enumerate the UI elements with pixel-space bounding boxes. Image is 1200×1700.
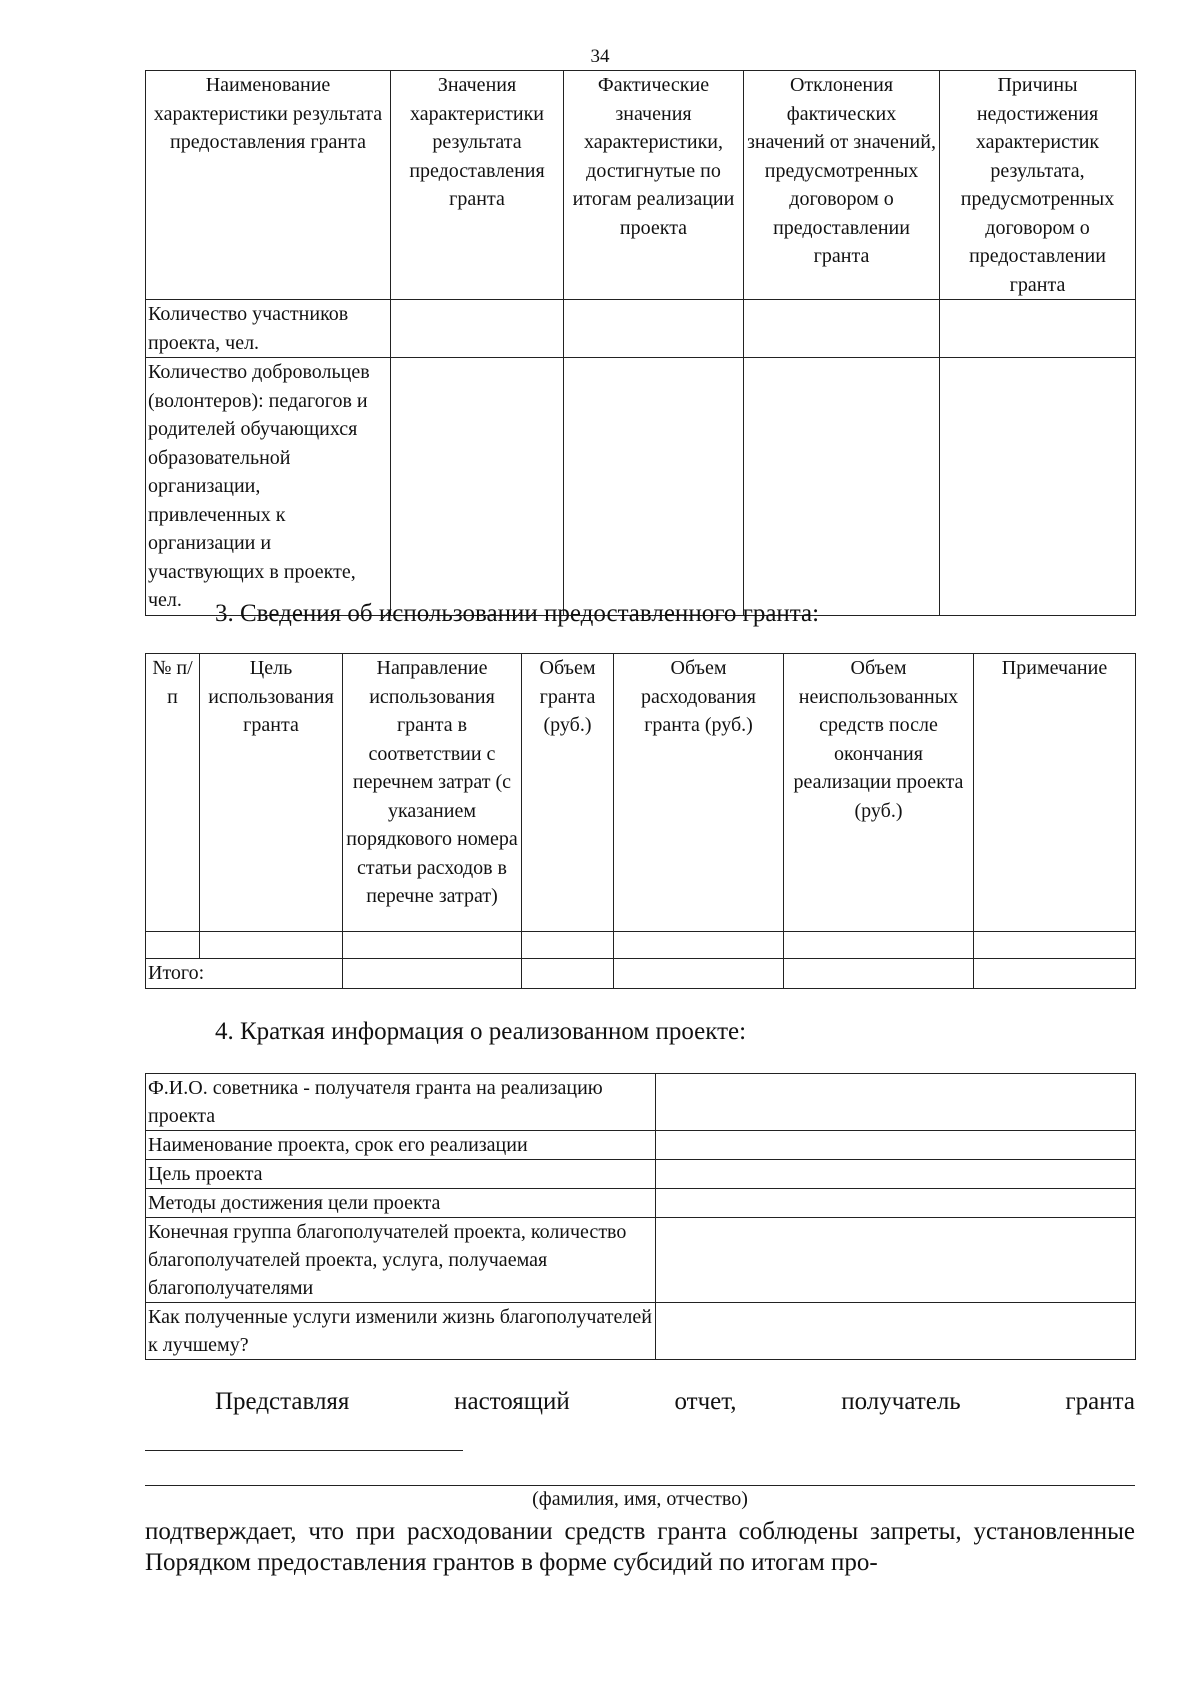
table-cell [391,358,564,616]
table-cell [343,932,522,959]
results-table [145,70,1136,616]
table-row [146,1189,1136,1218]
usage-header-number: № п/п [146,654,200,932]
table-cell [974,932,1136,959]
section-4-title: 4. Краткая информация о реализованном проекте: [215,1018,747,1045]
closing-paragraph: подтверждает, что при расходовании средств гранта соблюдены запреты, установленные Порядком предоставления грантов в форме субсидий по итогам про- [145,1518,1135,1576]
table-row [146,358,1136,616]
table-cell [656,1074,1136,1131]
table-row [146,1160,1136,1189]
usage-header-unused: Объем неиспользованных средств после окончания реализации проекта (руб.) [784,654,974,932]
table-cell [614,959,784,989]
results-header-planned: Значения характеристики результата предоставления гранта [391,71,564,300]
table-cell [200,932,343,959]
usage-header-amount: Объем гранта (руб.) [522,654,614,932]
info-row-beneficiaries: Конечная группа благополучателей проекта, количество благополучателей проекта, услуга, получаемая благополучателями [146,1218,656,1303]
table-cell [940,358,1136,616]
table-cell [522,959,614,989]
table-cell [784,959,974,989]
table-cell [391,300,564,358]
total-label: Итого: [146,959,343,989]
table-row [146,1218,1136,1303]
table-cell [343,959,522,989]
closing-word: отчет, [674,1388,737,1415]
table-cell [614,932,784,959]
signature-caption: (фамилия, имя, отчество) [532,1488,748,1510]
table-cell [656,1131,1136,1160]
info-row-impact: Как полученные услуги изменили жизнь благополучателей к лучшему? [146,1303,656,1360]
results-table-header-row [146,71,1136,300]
grant-usage-header-row [146,654,1136,932]
grant-usage-table [145,653,1136,989]
table-cell [522,932,614,959]
page-number: 34 [590,46,610,67]
closing-word: гранта [1065,1388,1135,1415]
results-header-actual: Фактические значения характеристики, достигнутые по итогам реализации проекта [564,71,744,300]
table-cell [940,300,1136,358]
signature-full-line [145,1485,1135,1486]
info-row-methods: Методы достижения цели проекта [146,1189,656,1218]
table-row [146,300,1136,358]
table-row [146,932,1136,959]
closing-word: Представляя [215,1388,350,1415]
usage-header-note: Примечание [974,654,1136,932]
usage-header-purpose: Цель использования гранта [200,654,343,932]
info-row-project-name: Наименование проекта, срок его реализации [146,1131,656,1160]
closing-words-line [215,1388,1135,1416]
results-header-reasons: Причины недостижения характеристик результата, предусмотренных договором о предоставлении гранта [940,71,1136,300]
table-row [146,1303,1136,1360]
table-cell [974,959,1136,989]
table-cell [744,358,940,616]
results-row-participants: Количество участников проекта, чел. [146,300,391,358]
table-cell [564,358,744,616]
info-row-goal: Цель проекта [146,1160,656,1189]
table-cell [564,300,744,358]
table-cell [656,1303,1136,1360]
table-cell [784,932,974,959]
usage-header-direction: Направление использования гранта в соответствии с перечнем затрат (с указанием порядкового номера статьи расходов в перечне затрат) [343,654,522,932]
table-row [146,1074,1136,1131]
info-row-advisor: Ф.И.О. советника - получателя гранта на реализацию проекта [146,1074,656,1131]
closing-word: настоящий [454,1388,570,1415]
results-row-volunteers: Количество добровольцев (волонтеров): педагогов и родителей обучающихся образовательной организации, привлеченных к организации и участвующих в проекте, чел. [146,358,391,616]
table-cell [656,1160,1136,1189]
results-header-deviation: Отклонения фактических значений от значений, предусмотренных договором о предоставлении гранта [744,71,940,300]
section-3-title: 3. Сведения об использовании предоставленного гранта: [215,600,820,627]
signature-short-line [145,1450,463,1451]
results-header-name: Наименование характеристики результата предоставления гранта [146,71,391,300]
total-row [146,959,1136,989]
project-info-table [145,1073,1136,1360]
table-row [146,1131,1136,1160]
usage-header-spent: Объем расходования гранта (руб.) [614,654,784,932]
closing-word: получатель [841,1388,961,1415]
table-cell [656,1189,1136,1218]
table-cell [656,1218,1136,1303]
table-cell [744,300,940,358]
table-cell [146,932,200,959]
